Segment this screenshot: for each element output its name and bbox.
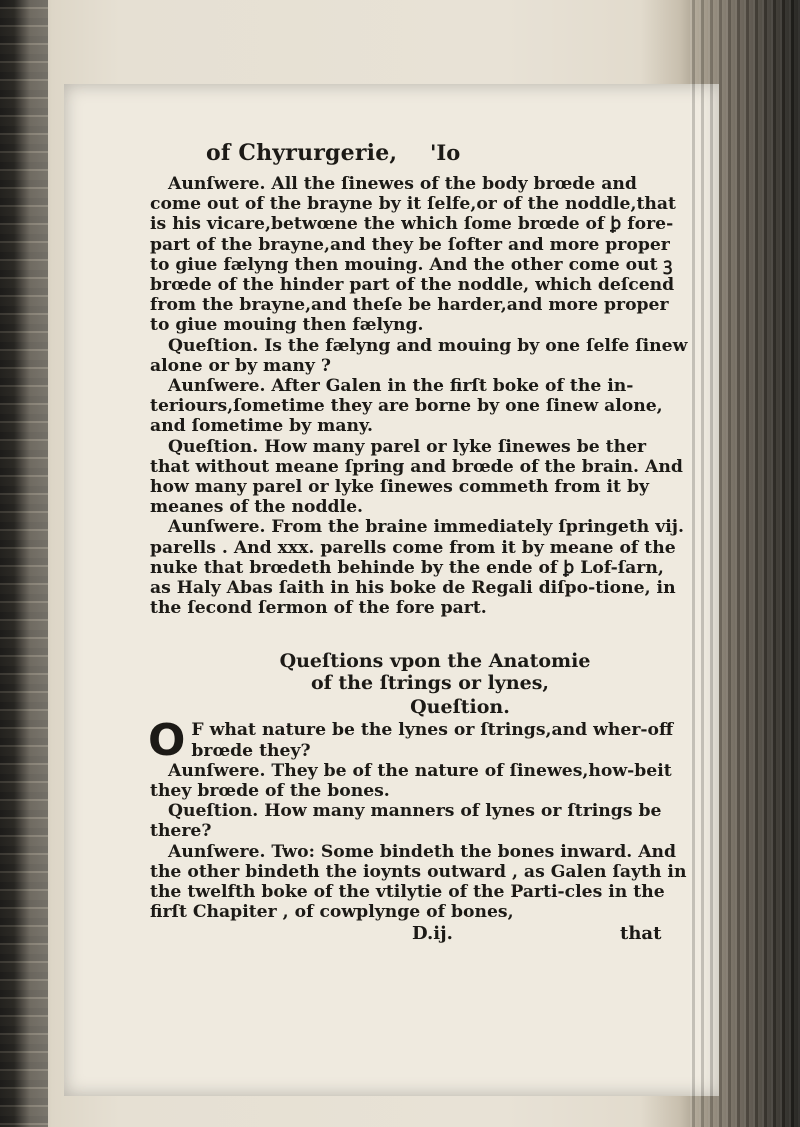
paragraph-answer-1: Aunſwere. All the ſinewes of the body brœde and come out of the brayne by it ſelfe,or of the noddle,that is his vicare,betwœne the which ſome brœde of ꝧ fore-part of the brayne,and they be ſofter and more proper to giue fælyng then mouing. And the other come out ꝫ brœde of the hinder part of the noddle, which deſcend from the brayne,and theſe be harder,and more proper to giue mouing then fælyng. <box>150 174 676 336</box>
page-header <box>150 140 690 174</box>
paragraph-answer-2: Aunſwere. After Galen in the firſt boke of the in-teriours,ſometime they are borne by one ſinew alone, and ſometime by many. <box>150 376 663 437</box>
section-question-1-text: F what nature be the lynes or ſtrings,and wher-off brœde they? <box>191 720 674 761</box>
question-label: Queſtion. <box>410 696 510 719</box>
drop-capital: O <box>148 715 186 767</box>
running-head: of Chyrurgerie, <box>206 140 398 166</box>
paragraph-question-3: Queſtion. How many parel or lyke ſinewes be ther that without meane ſpring and brœde of the brain. And how many parel or lyke ſinewes commeth from it by meanes of the noddle. <box>150 436 683 518</box>
page-footer <box>150 923 690 947</box>
section-subheading: of the ſtrings or lynes, <box>310 672 550 695</box>
paragraph-answer-3: Aunſwere. From the braine immediately ſpringeth vij. parells . And xxx. parells come from it by meane of the nuke that brœdeth behinde by the ende of ꝧ Lof-ſarn, as Haly Abas ſaith in his boke de Regali diſpo-tione, in the ſecond ſermon of the fore part. <box>150 517 684 619</box>
section-heading: Queſtions vpon the Anatomie <box>279 650 591 673</box>
text-block <box>150 140 690 947</box>
folio-number: 'Io <box>430 140 461 165</box>
section-question-2: Queſtion. How many manners of lynes or ſtrings be there? <box>150 801 662 842</box>
catchword: that <box>620 922 662 944</box>
paragraph-question-2: Queſtion. Is the fælyng and mouing by one ſelfe ſinew alone or by many ? <box>150 335 688 376</box>
section-answer-2: Aunſwere. Two: Some bindeth the bones inward. And the other bindeth the ioynts outward , as Galen ſayth in the twelfth boke of the vtilytie of the Parti-cles in the firſt Chapiter , of cowplynge of bones, <box>150 841 687 923</box>
page-edges <box>690 0 800 1127</box>
section-question-1 <box>148 715 690 767</box>
signature-mark: D.ij. <box>412 922 453 944</box>
section-answer-1: Aunſwere. They be of the nature of ſinewes,how-beit they brœde of the bones. <box>150 760 672 802</box>
binding-gutter <box>0 0 48 1127</box>
